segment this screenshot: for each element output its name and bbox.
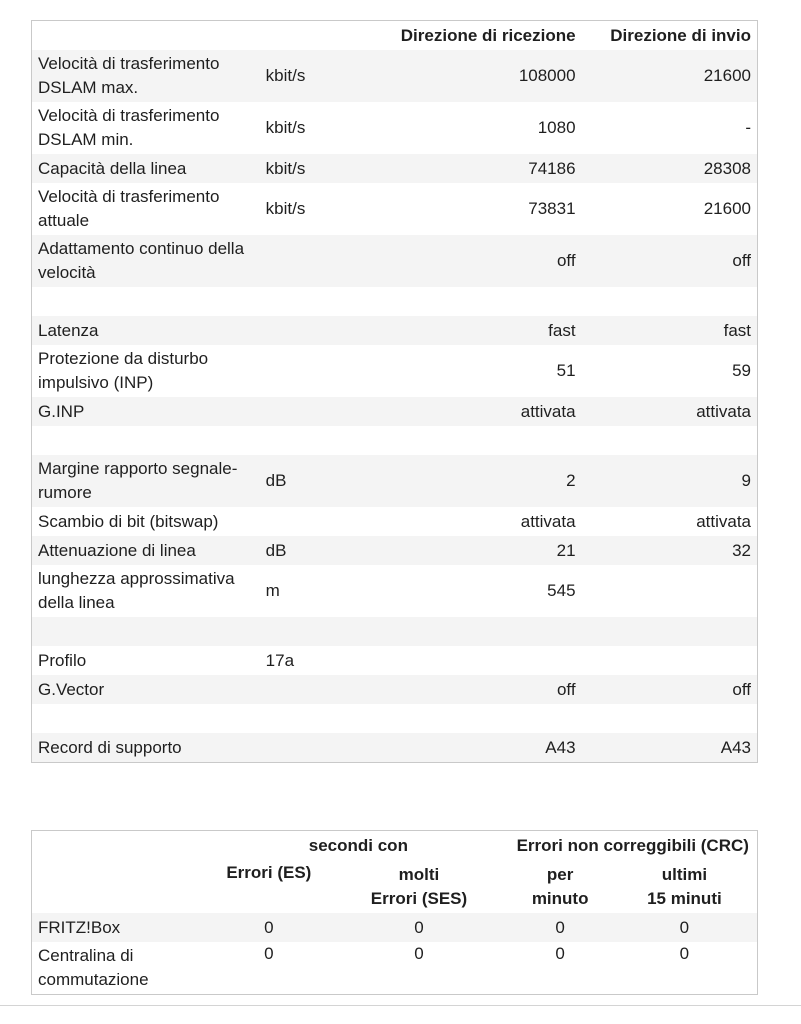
row-label: Record di supporto bbox=[32, 733, 260, 763]
header-ses bbox=[329, 861, 508, 913]
error-last15-value: 0 bbox=[679, 944, 690, 963]
row-rx-value: off bbox=[365, 675, 581, 704]
header-unit-empty bbox=[260, 21, 365, 51]
error-row-name: Centralina di commutazione bbox=[38, 946, 149, 989]
row-tx-value: A43 bbox=[582, 733, 758, 763]
row-rx-value: 73831 bbox=[528, 199, 576, 218]
header-last-15-line1: ultimi bbox=[661, 865, 708, 884]
row-ginp bbox=[32, 397, 758, 426]
row-gvector bbox=[32, 675, 758, 704]
dsl-info-table bbox=[31, 20, 758, 763]
error-statistics-table bbox=[31, 830, 758, 995]
spacer-row bbox=[32, 617, 758, 646]
row-unit bbox=[260, 345, 365, 397]
row-rx-value: A43 bbox=[365, 733, 581, 763]
header-empty bbox=[32, 861, 209, 913]
row-unit: m bbox=[265, 581, 280, 600]
row-unit: kbit/s bbox=[260, 50, 365, 102]
row-label: Profilo bbox=[38, 650, 87, 670]
row-profile bbox=[32, 646, 758, 675]
error-row-exchange bbox=[32, 942, 758, 995]
row-rx-value: 108000 bbox=[365, 50, 581, 102]
row-rx-value: 2 bbox=[365, 455, 581, 507]
row-unit: kbit/s bbox=[265, 118, 306, 137]
spacer-cell bbox=[32, 617, 758, 646]
row-tx-value: 21600 bbox=[703, 199, 751, 218]
row-label: Velocità di trasferimento attuale bbox=[38, 187, 220, 230]
error-es-value: 0 bbox=[264, 944, 274, 963]
row-snr-margin bbox=[32, 455, 758, 507]
row-label: G.Vector bbox=[32, 675, 260, 704]
spacer-row bbox=[32, 704, 758, 733]
header-per-minute-line1: per bbox=[546, 865, 574, 884]
row-unit: kbit/s bbox=[260, 154, 365, 183]
header-per-minute bbox=[509, 861, 612, 913]
row-rx-value: fast bbox=[365, 316, 581, 345]
row-label: G.INP bbox=[32, 397, 260, 426]
spacer-cell bbox=[32, 287, 758, 316]
row-continuous-adaptation bbox=[32, 235, 758, 287]
row-latency bbox=[32, 316, 758, 345]
row-support-record bbox=[32, 733, 758, 763]
row-label: Capacità della linea bbox=[32, 154, 260, 183]
dsl-header-row bbox=[32, 21, 758, 51]
row-label: Velocità di trasferimento DSLAM max. bbox=[32, 50, 260, 102]
row-tx-value: off bbox=[582, 235, 758, 287]
error-ses-value: 0 bbox=[414, 944, 424, 963]
error-header-group-row bbox=[32, 831, 758, 862]
header-per-minute-line2: minuto bbox=[531, 889, 589, 908]
row-rx-value: 1080 bbox=[537, 118, 576, 137]
row-rx-value: off bbox=[365, 235, 581, 287]
error-row-name: FRITZ!Box bbox=[32, 913, 209, 942]
spacer-cell bbox=[32, 704, 758, 733]
row-attenuation bbox=[32, 536, 758, 565]
row-dslam-max bbox=[32, 50, 758, 102]
row-unit bbox=[260, 397, 365, 426]
row-label: lunghezza approssimativa della linea bbox=[38, 569, 235, 612]
row-tx-value: attivata bbox=[582, 397, 758, 426]
spacer-cell bbox=[32, 426, 758, 455]
row-tx-value: - bbox=[745, 118, 751, 137]
row-rx-value bbox=[365, 646, 581, 675]
row-label: Latenza bbox=[32, 316, 260, 345]
row-line-length bbox=[32, 565, 758, 617]
row-tx-value: 59 bbox=[732, 361, 751, 380]
row-label: Adattamento continuo della velocità bbox=[32, 235, 260, 287]
header-last-15-line2: 15 minuti bbox=[647, 889, 722, 908]
header-ses-line1: molti bbox=[398, 865, 440, 884]
row-line-capacity bbox=[32, 154, 758, 183]
row-tx-value: off bbox=[582, 675, 758, 704]
row-bitswap bbox=[32, 507, 758, 536]
row-tx-value: attivata bbox=[696, 511, 751, 531]
row-unit: dB bbox=[260, 536, 365, 565]
header-empty bbox=[32, 831, 209, 862]
row-unit bbox=[260, 316, 365, 345]
row-rx-value: attivata bbox=[365, 397, 581, 426]
error-last15-value: 0 bbox=[612, 913, 758, 942]
row-rx-value: 74186 bbox=[365, 154, 581, 183]
header-es: Errori (ES) bbox=[226, 863, 312, 882]
header-seconds-with: secondi con bbox=[308, 836, 408, 855]
row-unit bbox=[260, 235, 365, 287]
header-crc-errors: Errori non correggibili (CRC) bbox=[516, 836, 749, 855]
row-rx-value: 545 bbox=[547, 581, 576, 600]
header-last-15 bbox=[612, 861, 758, 913]
header-empty bbox=[32, 21, 260, 51]
row-tx-value bbox=[582, 646, 758, 675]
row-dslam-min bbox=[32, 102, 758, 154]
row-unit: 17a bbox=[265, 650, 295, 670]
error-per-minute-value: 0 bbox=[555, 944, 565, 963]
row-tx-value bbox=[582, 565, 758, 617]
row-rx-value: attivata bbox=[520, 511, 576, 531]
error-es-value: 0 bbox=[208, 913, 329, 942]
row-tx-value: 28308 bbox=[582, 154, 758, 183]
spacer-row bbox=[32, 426, 758, 455]
row-label: Attenuazione di linea bbox=[32, 536, 260, 565]
row-label: Scambio di bit (bitswap) bbox=[38, 511, 219, 531]
row-unit bbox=[260, 507, 365, 536]
row-unit: dB bbox=[260, 455, 365, 507]
error-ses-value: 0 bbox=[329, 913, 508, 942]
header-receive-direction: Direzione di ricezione bbox=[400, 25, 576, 45]
header-ses-line2: Errori (SES) bbox=[370, 889, 468, 908]
row-tx-value: 32 bbox=[582, 536, 758, 565]
row-tx-value: 21600 bbox=[582, 50, 758, 102]
row-inp bbox=[32, 345, 758, 397]
error-per-minute-value: 0 bbox=[509, 913, 612, 942]
page-bottom-divider bbox=[0, 1005, 801, 1006]
row-current-rate bbox=[32, 183, 758, 235]
header-send-direction: Direzione di invio bbox=[610, 25, 751, 45]
row-label: Margine rapporto segnale-rumore bbox=[32, 455, 260, 507]
row-unit: kbit/s bbox=[265, 199, 306, 218]
row-rx-value: 21 bbox=[365, 536, 581, 565]
spacer-row bbox=[32, 287, 758, 316]
row-tx-value: fast bbox=[582, 316, 758, 345]
row-rx-value: 51 bbox=[556, 361, 576, 380]
row-label: Velocità di trasferimento DSLAM min. bbox=[38, 106, 220, 149]
row-unit bbox=[260, 675, 365, 704]
row-unit bbox=[260, 733, 365, 763]
error-row-fritzbox bbox=[32, 913, 758, 942]
error-header-columns-row bbox=[32, 861, 758, 913]
row-label: Protezione da disturbo impulsivo (INP) bbox=[38, 349, 209, 392]
row-tx-value: 9 bbox=[582, 455, 758, 507]
